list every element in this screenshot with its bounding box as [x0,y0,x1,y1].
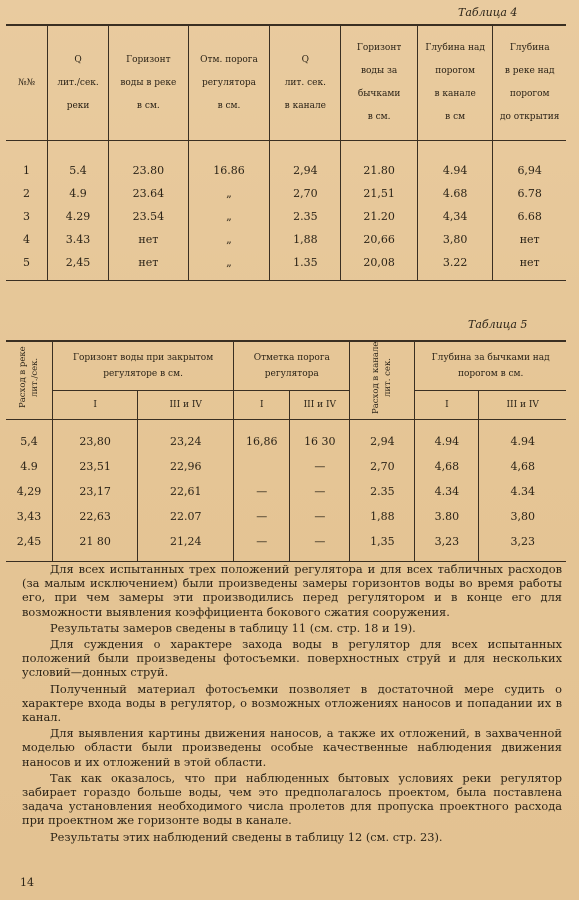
table4-cell: 4.29 [48,205,109,228]
table5-cell: 23,51 [53,454,138,479]
table5-cell: — [234,529,290,562]
table5-cell: 21 80 [53,529,138,562]
table4-cell: 6,94 [493,141,566,183]
table5-cell: 23,17 [53,479,138,504]
table4-header-line: в канале [284,100,326,111]
table4-header-line: Отм. порога [200,54,258,65]
table4-cell: 4.68 [417,182,493,205]
table4-header-line: в см. [367,112,391,122]
table-row [6,504,566,529]
table4-cell: 2 [23,187,31,200]
table4-cell: 6.78 [493,182,566,205]
table4-header-cell [417,25,493,141]
table4-cell: 3.43 [48,228,109,251]
table4-header-line: в см. [136,100,160,111]
table5-cell: 21,24 [138,529,234,562]
table4-cell: 2,70 [270,182,341,205]
table5-sub-III-IV: III и IV [479,391,566,420]
table5-cell: 23,80 [53,420,138,455]
table4-header-line: реки [66,100,90,111]
table4-header-line: порогом [509,89,550,99]
table5-cell: 3,80 [479,504,566,529]
table5-cell: 23,24 [138,420,234,455]
table5-body [6,420,566,562]
table4-cell: 4.9 [48,182,109,205]
table4-cell: нет [493,251,566,281]
table5-sub-I: I [234,391,290,420]
table4-header-cell [341,25,418,141]
table5-cell: — [234,504,290,529]
table4-header-cell [6,25,48,141]
table4-cell: 23.64 [109,182,189,205]
table5-cell: 4.94 [479,420,566,455]
paragraph: Для всех испытанных трех положений регулятора и для всех табличных расходов (за малым исключением) были произведены замеры горизонтов воды во время работы его, при чем замеры эти производились перед регулятором и в конце его для возможности выявления коэффициента бокового сжатия сооружения. [22,562,562,619]
table5-cell [234,454,290,479]
table5-cell: — [234,479,290,504]
table4-cell: 4.94 [417,141,493,183]
table5-cell: 3.80 [415,504,479,529]
paragraph: Для суждения о характере захода воды в регулятор для всех испытанных положений были произведены фотосъемки. поверхностных струй и для нескольких условий—донных струй. [22,637,562,680]
table4-cell: 21.80 [341,141,418,183]
table4-body [6,141,566,281]
table4-cell: нет [109,228,189,251]
table5-sub-III-IV: III и IV [290,391,350,420]
table4-header-line: лит./сек. [57,77,99,88]
table5-sub-I: I [415,391,479,420]
table4-cell: 2,94 [270,141,341,183]
table5-cell: 22,61 [138,479,234,504]
table4-header-line: Горизонт [356,43,402,53]
table5-caption: Таблица 5 [468,318,528,331]
table5-cell: 22,63 [53,504,138,529]
table5-sub-I: I [53,391,138,420]
table5-header-depth: Глубина за бычками над порогом в см. [415,341,566,391]
table4-header-line: в см [445,112,466,122]
table5-header-canal-flow: Расход в канале лит. сек. [350,341,415,420]
table5-cell: — [290,529,350,562]
table4-header-line: лит. сек. [284,77,326,88]
table4-cell: 23.80 [109,141,189,183]
table-row [6,420,566,455]
table4-header-line: Q [301,54,310,65]
table4-cell: нет [493,228,566,251]
table5-header-river-flow: Расход в реке лит./сек. [6,341,53,420]
table-row [6,228,566,251]
table5-cell: 4,68 [415,454,479,479]
table5-cell: 2,70 [350,454,415,479]
table4-cell: „ [188,182,270,205]
table4-header-row [6,25,566,141]
table4-header-line: до открытия [499,112,560,122]
table4-cell: 16.86 [188,141,270,183]
table5-cell: 4.34 [479,479,566,504]
table4-cell: 5.4 [48,141,109,183]
table4-header-cell [188,25,270,141]
table4-cell: 21,51 [341,182,418,205]
table-row [6,182,566,205]
table-row [6,454,566,479]
table5-cell: 2,94 [350,420,415,455]
table5-cell: 1,35 [350,529,415,562]
table4-cell: 6.68 [493,205,566,228]
table4-header-line: в канале [434,89,476,99]
table4-header-line: Q [74,54,82,65]
table4-cell: 2,45 [48,251,109,281]
table5-cell: 4,68 [479,454,566,479]
table4-cell: 4,34 [417,205,493,228]
table4-cell: 5 [6,251,48,281]
table4-cell: 3,80 [417,228,493,251]
table-row [6,205,566,228]
table5-cell: 16,86 [234,420,290,455]
table5-header-row-2 [6,391,566,420]
table4-header-line: регулятора [201,77,256,88]
table5-header-row-1 [6,341,566,391]
table4-cell: 3 [23,210,31,223]
table4-header-line: воды за [360,66,398,76]
table-5 [6,340,566,562]
table4-header-line: №№ [18,77,36,88]
table4-cell: 23.54 [109,205,189,228]
table4-header-line: Глубина [509,43,550,53]
table4-header-line: бычками [357,89,401,99]
table-row [6,141,566,183]
table5-cell: 3,23 [415,529,479,562]
table4-cell: 20,66 [341,228,418,251]
table5-cell: 4.94 [415,420,479,455]
table4-cell: „ [188,228,270,251]
table-row [6,529,566,562]
paragraph: Так как оказалось, что при наблюденных бытовых условиях реки регулятор забирает гораздо больше воды, чем это предполагалось проектом, была поставлена задача установления необходимого числа пролетов для пропуска проектного расхода при проектном же горизонте воды в канале. [22,770,562,828]
table5-cell: 5,4 [20,435,38,448]
table4-header-line: Горизонт [126,54,171,65]
table4-cell: 1 [23,164,31,177]
table4-header-line: порогом [435,66,475,76]
table-row [6,479,566,504]
table5-cell: 2.35 [350,479,415,504]
table4-cell: „ [188,251,270,281]
table5-cell: 2,45 [6,529,53,562]
table-row [6,251,566,281]
table4-caption: Таблица 4 [458,6,518,19]
table4-cell: 2.35 [270,205,341,228]
table4-header-line: воды в реке [120,77,177,88]
table5-cell: 22,96 [138,454,234,479]
table4-header-cell [270,25,341,141]
table4-header-cell [493,25,566,141]
table4-cell: 3.22 [417,251,493,281]
table5-cell: 22.07 [138,504,234,529]
page-number: 14 [20,876,34,889]
table5-cell: 4.9 [20,460,38,473]
table5-cell: 16 30 [290,420,350,455]
table5-cell: 3,43 [16,510,42,523]
table5-sub-III-IV: III и IV [138,391,234,420]
table4-cell: 1.35 [270,251,341,281]
table4-cell: 4 [23,233,31,246]
table-4 [6,24,566,281]
table5-cell: 4.34 [415,479,479,504]
table5-cell: — [290,454,350,479]
table4-cell: 1,88 [270,228,341,251]
table4-header-line: Глубина над [425,43,485,53]
table5-header-threshold: Отметка порога регулятора [234,341,350,391]
paragraph: Результаты замеров сведены в таблицу 11 (см. стр. 18 и 19). [50,620,416,635]
body-text [22,562,562,846]
table4-header-cell [109,25,189,141]
table4-cell: 21.20 [341,205,418,228]
table4-cell: 20,08 [341,251,418,281]
table4-header-cell [48,25,109,141]
table5-cell: 1,88 [350,504,415,529]
table4-header-line: в реке над [504,66,555,76]
paragraph: Полученный материал фотосъемки позволяет в достаточной мере судить о характере входа воды в регулятор, о возможных отложениях наносов и попадании их в канал. [22,681,562,725]
table5-cell: 3,23 [479,529,566,562]
paragraph: Результаты этих наблюдений сведены в таблицу 12 (см. стр. 23). [50,829,443,844]
table4-cell: „ [188,205,270,228]
paragraph: Для выявления картины движения наносов, а также их отложений, в захваченной моделью области были произведены особые качественные наблюдения движения наносов и их отложений в этой области. [22,726,562,769]
table4-cell: нет [109,251,189,281]
table5-cell: — [290,504,350,529]
table5-cell: 4,29 [16,485,42,498]
table5-header-water-level: Горизонт воды при закрытом регуляторе в см. [53,341,234,391]
table5-cell: — [290,479,350,504]
table4-header-line: в см. [217,100,241,111]
